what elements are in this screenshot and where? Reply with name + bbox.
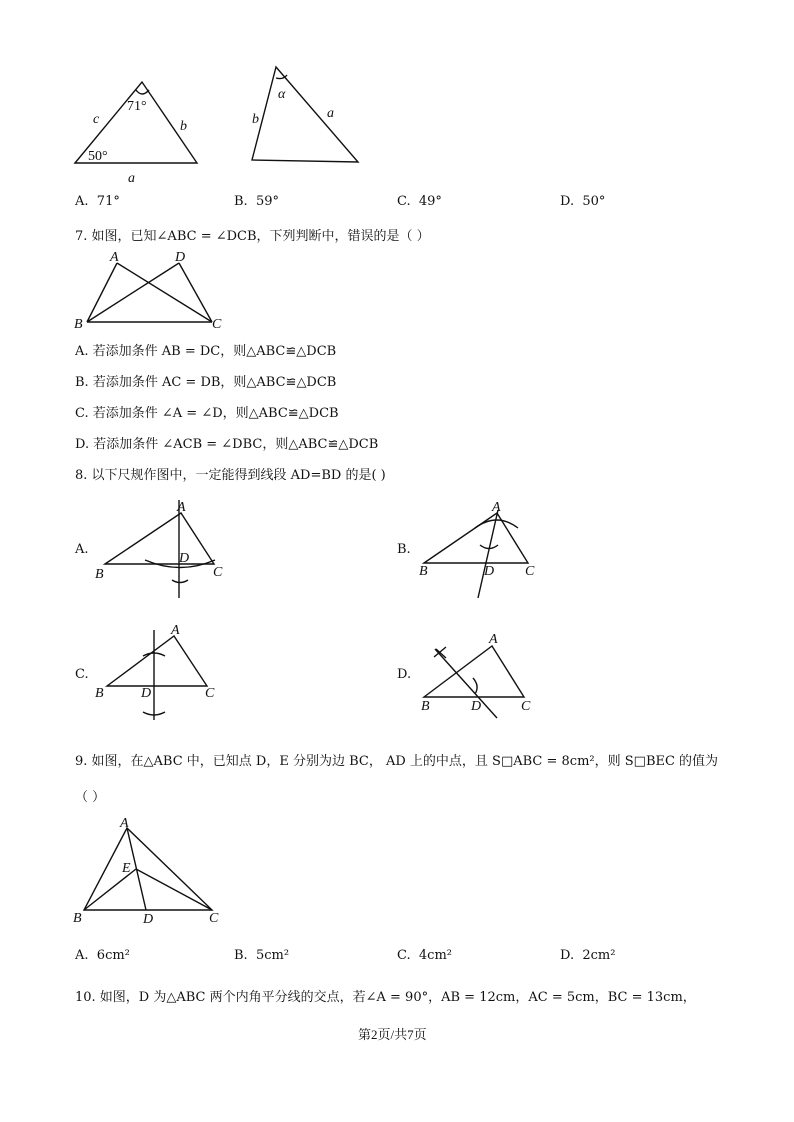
q6-angle-left-label: 50° (88, 149, 108, 164)
q6-side-b2-label: b (252, 112, 259, 127)
q8d-label-a: A (489, 632, 498, 647)
q8-option-c-letter: C. (75, 667, 89, 682)
q8c-label-c: C (205, 686, 215, 701)
q9-option-d-text: 2cm² (582, 948, 616, 963)
q6-option-d-text: 50° (582, 194, 606, 209)
q7-label-d: D (175, 250, 186, 265)
q9-option-b (234, 948, 289, 963)
q8-stem: 8. 以下尺规作图中，一定能得到线段 AD=BD 的是( ) (75, 468, 386, 483)
q6-option-b-text: 59° (255, 194, 279, 209)
q8c-label-b: B (95, 686, 104, 701)
q9-label-d: D (143, 912, 154, 927)
q9-option-c (397, 948, 452, 963)
q8d-label-d: D (471, 699, 482, 714)
q6-side-a2-label: a (327, 106, 334, 121)
q8a-label-c: C (213, 565, 223, 580)
q7-label-b: B (74, 317, 83, 332)
q6-option-c-text: 49° (418, 194, 442, 209)
q9-option-b-letter: B. (234, 948, 248, 963)
q9-option-d (560, 948, 615, 963)
q6-angle-alpha-label: α (278, 87, 286, 102)
q6-option-c-letter: C. (397, 194, 411, 209)
q9-label-a: A (120, 816, 129, 831)
q8-option-a-letter: A. (75, 542, 89, 557)
q8b-label-d: D (484, 564, 495, 579)
q9-label-e: E (122, 861, 131, 876)
q8b-label-c: C (525, 564, 535, 579)
q9-option-b-text: 5cm² (255, 948, 290, 963)
q9-option-a (75, 948, 130, 963)
q6-side-c-label: c (93, 112, 100, 127)
q7-label-c: C (212, 317, 222, 332)
q8d-label-b: B (421, 699, 430, 714)
q8-option-b-letter: B. (397, 542, 411, 557)
q9-label-c: C (209, 911, 219, 926)
q9-option-a-text: 6cm² (96, 948, 130, 963)
q7-label-a: A (110, 250, 119, 265)
q9-option-a-letter: A. (75, 948, 89, 963)
q7-option-a: A. 若添加条件 AB = DC，则△ABC≌△DCB (75, 344, 337, 359)
q9-label-b: B (73, 911, 82, 926)
q9-option-d-letter: D. (560, 948, 575, 963)
q9-stem-paren: （ ） (75, 790, 106, 805)
q8b-label-b: B (419, 564, 428, 579)
q8a-label-a: A (177, 500, 186, 515)
page-footer: 第2页/共7页 (358, 1027, 427, 1042)
q6-side-b-label: b (180, 119, 187, 134)
q8-option-d-letter: D. (397, 667, 412, 682)
q8a-label-b: B (95, 567, 104, 582)
q7-option-c: C. 若添加条件 ∠A = ∠D，则△ABC≌△DCB (75, 406, 339, 421)
q6-angle-top-label: 71° (127, 99, 147, 114)
q8b-label-a: A (492, 500, 501, 515)
q10-stem: 10. 如图，D 为△ABC 两个内角平分线的交点，若∠A = 90°，AB = 12cm，AC = 5cm，BC = 13cm， (75, 990, 696, 1005)
q6-option-b-letter: B. (234, 194, 248, 209)
q6-option-a-text: 71° (96, 194, 120, 209)
q7-option-d: D. 若添加条件 ∠ACB = ∠DBC，则△ABC≌△DCB (75, 437, 379, 452)
q7-option-b: B. 若添加条件 AC = DB，则△ABC≌△DCB (75, 375, 337, 390)
q8a-label-d: D (179, 551, 190, 566)
q8c-label-a: A (171, 623, 180, 638)
q9-option-c-text: 4cm² (418, 948, 452, 963)
q8c-label-d: D (141, 686, 152, 701)
q6-option-a-letter: A. (75, 194, 89, 209)
q6-option-d-letter: D. (560, 194, 575, 209)
q6-side-a-label: a (128, 171, 135, 186)
q9-option-c-letter: C. (397, 948, 411, 963)
q7-stem: 7. 如图，已知∠ABC = ∠DCB，下列判断中，错误的是（ ） (75, 229, 430, 244)
q9-stem: 9. 如图，在△ABC 中，已知点 D，E 分别为边 BC， AD 上的中点，且 S□ABC = 8cm²，则 S□BEC 的值为 (75, 754, 719, 769)
q8d-label-c: C (521, 699, 531, 714)
